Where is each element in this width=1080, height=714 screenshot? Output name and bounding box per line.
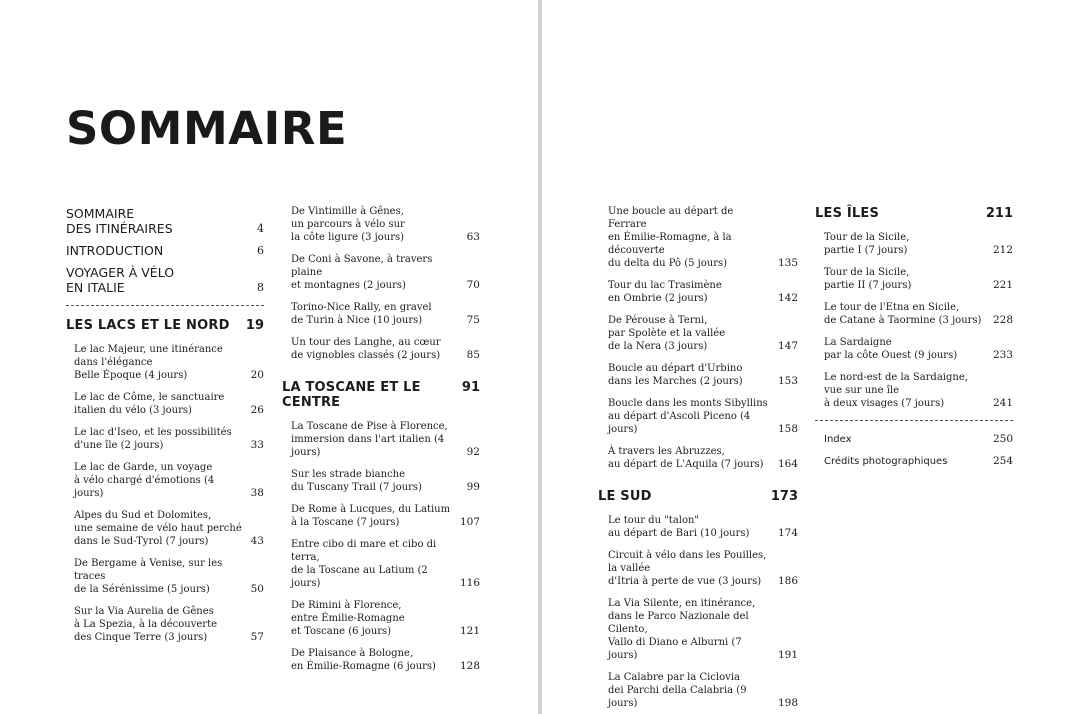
toc-entry-title: Le lac de Côme, le sanctuaire italien du vélo (3 jours) bbox=[74, 392, 225, 416]
toc-entry-page: 63 bbox=[466, 231, 480, 243]
toc-entry-page: 121 bbox=[459, 625, 480, 637]
toc-entry-title: Torino-Nice Rally, en gravel de Turin à Nice (10 jours) bbox=[291, 302, 432, 326]
toc-entry-page: 128 bbox=[459, 660, 480, 672]
col2-entries bbox=[282, 205, 480, 362]
toc-entry-title: Le tour de l'Etna en Sicile, de Catane à Taormine (3 jours) bbox=[824, 302, 982, 326]
toc-entry[interactable] bbox=[608, 279, 798, 305]
section-title: LES ÎLES bbox=[815, 206, 880, 221]
toc-entry-title: De Rome à Lucques, du Latium à la Toscane (7 jours) bbox=[291, 504, 451, 528]
toc-entry[interactable] bbox=[824, 336, 1013, 362]
toc-entry-page: 142 bbox=[777, 292, 798, 304]
section-page: 211 bbox=[985, 206, 1013, 221]
toc-entry[interactable] bbox=[608, 362, 798, 388]
toc-entry[interactable] bbox=[291, 538, 480, 590]
toc-entry-page: 198 bbox=[777, 697, 798, 709]
toc-entry-title: La Calabre par la Ciclovia dei Parchi della Calabria (9 jours) bbox=[608, 672, 747, 709]
toc-entry-page: 50 bbox=[250, 583, 264, 595]
toc-entry-page: 75 bbox=[466, 314, 480, 326]
toc-entry-page: 191 bbox=[777, 649, 798, 661]
toc-entry-page: 164 bbox=[777, 458, 798, 470]
toc-entry-title: Le lac d'Iseo, et les possibilités d'une île (2 jours) bbox=[74, 427, 232, 451]
toc-entry-credits[interactable] bbox=[824, 455, 1013, 468]
toc-entry[interactable] bbox=[74, 605, 264, 644]
toc-entry-title: VOYAGER À VÉLO EN ITALIE bbox=[66, 265, 175, 295]
toc-entry-title: Crédits photographiques bbox=[824, 456, 948, 467]
toc-entry-title: SOMMAIRE DES ITINÉRAIRES bbox=[66, 206, 173, 236]
right-left-column bbox=[598, 205, 798, 714]
toc-entry[interactable] bbox=[608, 549, 798, 588]
toc-entry-page: 116 bbox=[459, 577, 480, 589]
toc-entry-title: Le nord-est de la Sardaigne, vue sur une île à deux visages (7 jours) bbox=[824, 372, 968, 409]
toc-entry-page: 70 bbox=[466, 279, 480, 291]
toc-entry[interactable] bbox=[608, 205, 798, 270]
toc-entry[interactable] bbox=[608, 514, 798, 540]
toc-entry-page: 254 bbox=[992, 455, 1013, 467]
left-column bbox=[66, 206, 264, 653]
toc-entry[interactable] bbox=[291, 503, 480, 529]
sud-entries bbox=[598, 514, 798, 710]
section-title: LE SUD bbox=[598, 489, 652, 504]
toscane-entries bbox=[282, 420, 480, 673]
section-page: 19 bbox=[245, 318, 264, 333]
section-title: LES LACS ET LE NORD bbox=[66, 318, 230, 333]
toc-entry-title: Sur la Via Aurelia de Gênes à La Spezia, à la découverte des Cinque Terre (3 jours) bbox=[74, 606, 218, 643]
dashed-divider bbox=[66, 305, 264, 306]
toc-entry-page: 233 bbox=[992, 349, 1013, 361]
left-page bbox=[0, 0, 538, 714]
toc-entry-title: Tour de la Sicile, partie I (7 jours) bbox=[824, 232, 910, 256]
dashed-divider bbox=[815, 420, 1013, 421]
toc-entry-title: À travers les Abruzzes, au départ de L'Aquila (7 jours) bbox=[608, 446, 764, 470]
toc-entry-page: 85 bbox=[466, 349, 480, 361]
toc-entry[interactable] bbox=[291, 647, 480, 673]
toc-entry-page: 135 bbox=[777, 257, 798, 269]
toc-entry-page: 33 bbox=[250, 439, 264, 451]
toc-entry-page: 186 bbox=[777, 575, 798, 587]
toc-entry-page: 99 bbox=[466, 481, 480, 493]
toc-top-entry[interactable] bbox=[66, 265, 264, 295]
toc-entry[interactable] bbox=[291, 253, 480, 292]
toc-entry-title: Tour de la Sicile, partie II (7 jours) bbox=[824, 267, 912, 291]
toc-entry[interactable] bbox=[74, 343, 264, 382]
toc-entry-page: 158 bbox=[777, 423, 798, 435]
toc-entry-title: Boucle au départ d'Urbino dans les Marches (2 jours) bbox=[608, 363, 743, 387]
toc-entry-title: De Rimini à Florence, entre Émilie-Romagne et Toscane (6 jours) bbox=[291, 600, 405, 637]
toc-entry-page: 4 bbox=[257, 222, 264, 235]
toc-entry-title: De Bergame à Venise, sur les traces de la Sérénissime (5 jours) bbox=[74, 558, 223, 595]
toc-entry-title: De Pérouse à Terni, par Spolète et la vallée de la Nera (3 jours) bbox=[608, 315, 726, 352]
toc-entry[interactable] bbox=[74, 557, 264, 596]
centre-continued-entries bbox=[598, 205, 798, 471]
toc-entry[interactable] bbox=[291, 205, 480, 244]
toc-entry-title: Le lac de Garde, un voyage à vélo chargé d'émotions (4 jours) bbox=[74, 462, 215, 499]
section-page: 91 bbox=[461, 380, 480, 395]
toc-entry[interactable] bbox=[291, 301, 480, 327]
toc-entry-title: Un tour des Langhe, au cœur de vignobles classés (2 jours) bbox=[291, 337, 441, 361]
toc-entry[interactable] bbox=[608, 671, 798, 710]
toc-entry-page: 153 bbox=[777, 375, 798, 387]
toc-entry[interactable] bbox=[74, 461, 264, 500]
toc-entry[interactable] bbox=[824, 371, 1013, 410]
section-header-toscane[interactable] bbox=[282, 380, 480, 410]
section-header-sud[interactable] bbox=[598, 489, 798, 504]
toc-entry-page: 147 bbox=[777, 340, 798, 352]
toc-entry-page: 6 bbox=[257, 244, 264, 257]
toc-entry-index[interactable] bbox=[824, 433, 1013, 446]
iles-entries bbox=[815, 231, 1013, 410]
toc-entry[interactable] bbox=[291, 599, 480, 638]
toc-entry[interactable] bbox=[608, 314, 798, 353]
toc-entry-page: 92 bbox=[466, 446, 480, 458]
toc-entry[interactable] bbox=[74, 391, 264, 417]
section-header-lacs[interactable] bbox=[66, 318, 264, 333]
toc-entry[interactable] bbox=[824, 266, 1013, 292]
toc-entry-title: La Sardaigne par la côte Ouest (9 jours) bbox=[824, 337, 958, 361]
toc-entry-page: 212 bbox=[992, 244, 1013, 256]
toc-entry-title: Une boucle au départ de Ferrare en Émilie-Romagne, à la découverte du delta du Pô (5 jours) bbox=[608, 206, 734, 269]
right-page bbox=[542, 0, 1080, 714]
toc-entry-title: Entre cibo di mare et cibo di terra, de la Toscane au Latium (2 jours) bbox=[291, 539, 437, 589]
lacs-entries bbox=[66, 343, 264, 644]
toc-entry-title: Circuit à vélo dans les Pouilles, la vallée d'Itria à perte de vue (3 jours) bbox=[608, 550, 767, 587]
toc-entry-page: 38 bbox=[250, 487, 264, 499]
toc-entry[interactable] bbox=[824, 231, 1013, 257]
toc-entry-page: 107 bbox=[459, 516, 480, 528]
toc-entry-page: 174 bbox=[777, 527, 798, 539]
section-title: LA TOSCANE ET LE CENTRE bbox=[282, 380, 421, 410]
toc-entry-title: Alpes du Sud et Dolomites, une semaine de vélo haut perché dans le Sud-Tyrol (7 jours) bbox=[74, 510, 242, 547]
toc-entry-page: 26 bbox=[250, 404, 264, 416]
toc-entry[interactable] bbox=[74, 509, 264, 548]
toc-entry-title: Tour du lac Trasimène en Ombrie (2 jours) bbox=[608, 280, 722, 304]
toc-entry[interactable] bbox=[608, 597, 798, 662]
section-page: 173 bbox=[770, 489, 798, 504]
toc-entry-title: INTRODUCTION bbox=[66, 243, 164, 258]
toc-entry-title: De Plaisance à Bologne, en Émilie-Romagne (6 jours) bbox=[291, 648, 436, 672]
toc-entry[interactable] bbox=[74, 426, 264, 452]
toc-top-entry[interactable] bbox=[66, 243, 264, 258]
toc-entry-title: Boucle dans les monts Sibyllins au départ d'Ascoli Piceno (4 jours) bbox=[608, 398, 768, 435]
toc-entry-page: 57 bbox=[250, 631, 264, 643]
toc-entry[interactable] bbox=[608, 397, 798, 436]
toc-entry-page: 221 bbox=[992, 279, 1013, 291]
right-right-column bbox=[815, 206, 1013, 477]
page-title: SOMMAIRE bbox=[66, 102, 348, 155]
toc-entry-title: La Via Silente, en itinérance, dans le Parco Nazionale del Cilento, Vallo di Diano e Alburni (7 jours) bbox=[608, 598, 756, 661]
toc-entry-page: 43 bbox=[250, 535, 264, 547]
toc-entry-page: 8 bbox=[257, 281, 264, 294]
middle-column bbox=[282, 205, 480, 682]
toc-entry-title: Le tour du "talon" au départ de Bari (10 jours) bbox=[608, 515, 750, 539]
toc-entry-page: 241 bbox=[992, 397, 1013, 409]
back-matter bbox=[815, 433, 1013, 468]
toc-entry-title: Index bbox=[824, 434, 852, 445]
toc-entry-page: 250 bbox=[992, 433, 1013, 445]
toc-entry-page: 20 bbox=[250, 369, 264, 381]
toc-entry[interactable] bbox=[291, 420, 480, 459]
toc-entry[interactable] bbox=[608, 445, 798, 471]
toc-entry-title: De Coni à Savone, à travers plaine et montagnes (2 jours) bbox=[291, 254, 433, 291]
toc-entry[interactable] bbox=[291, 468, 480, 494]
section-header-iles[interactable] bbox=[815, 206, 1013, 221]
toc-entry[interactable] bbox=[291, 336, 480, 362]
toc-entry-title: De Vintimille à Gênes, un parcours à vélo sur la côte ligure (3 jours) bbox=[291, 206, 405, 243]
toc-entry[interactable] bbox=[824, 301, 1013, 327]
toc-entry-title: Le lac Majeur, une itinérance dans l'élégance Belle Époque (4 jours) bbox=[74, 344, 223, 381]
toc-entry-title: Sur les strade bianche du Tuscany Trail (7 jours) bbox=[291, 469, 422, 493]
toc-entry-page: 228 bbox=[992, 314, 1013, 326]
toc-entry-title: La Toscane de Pise à Florence, immersion dans l'art italien (4 jours) bbox=[291, 421, 448, 458]
toc-top-entry[interactable] bbox=[66, 206, 264, 236]
